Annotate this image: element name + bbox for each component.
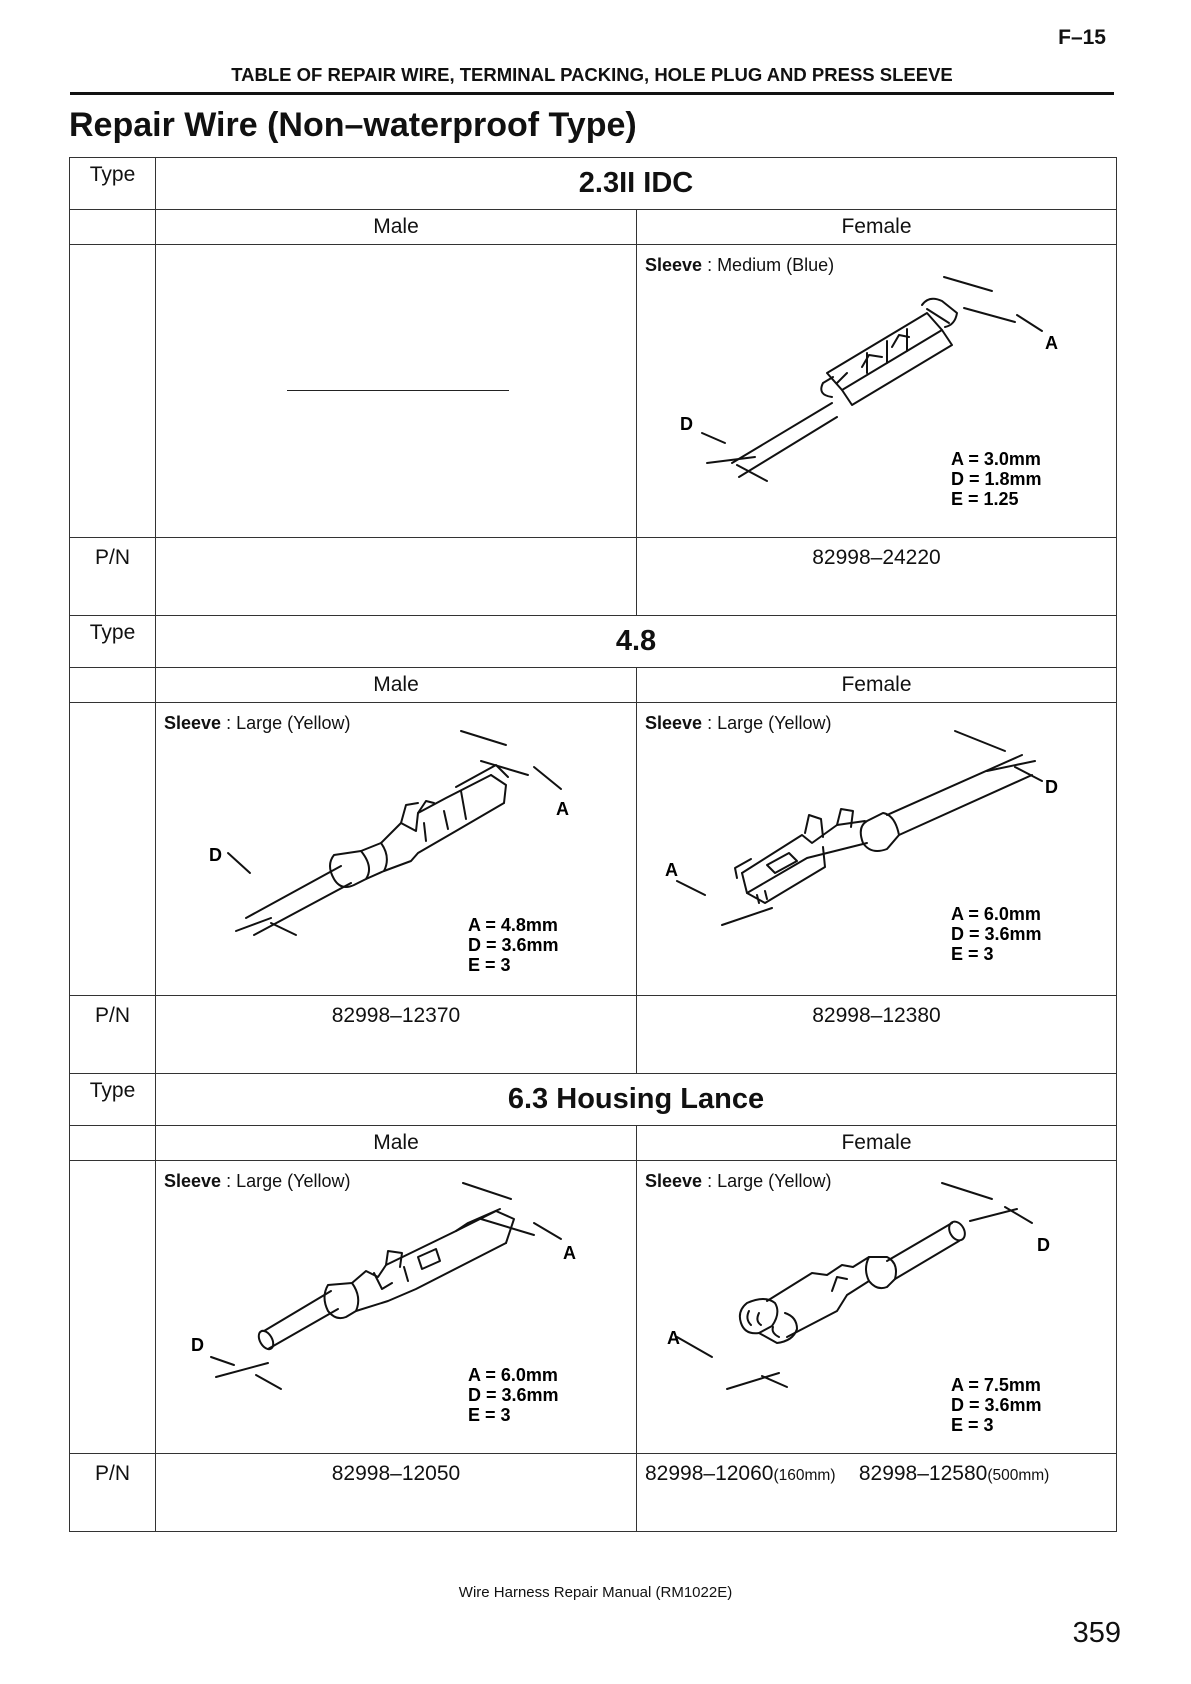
female-6-3-terminal-drawing <box>637 1161 1117 1453</box>
dim-value-e: E = 1.25 <box>951 489 1019 509</box>
repair-wire-table <box>69 157 1117 1532</box>
type-label: Type <box>70 616 156 668</box>
sleeve-label: Sleeve <box>645 1171 703 1191</box>
dim-marker-d: D <box>1045 777 1058 797</box>
dim-marker-a: A <box>556 799 569 819</box>
pn-label: P/N <box>70 996 156 1074</box>
part-number-row <box>70 996 1117 1074</box>
dim-value-a: A = 4.8mm <box>468 915 558 935</box>
pn-label: P/N <box>70 1454 156 1532</box>
female-illustration-cell <box>637 245 1117 538</box>
male-female-row <box>70 1126 1117 1161</box>
dim-value-d: D = 1.8mm <box>951 469 1042 489</box>
male-label: Male <box>156 1126 637 1161</box>
dim-value-e: E = 3 <box>951 944 994 964</box>
dim-value-a: A = 6.0mm <box>468 1365 558 1385</box>
dim-value-a: A = 3.0mm <box>951 449 1041 469</box>
dim-value-e: E = 3 <box>951 1415 994 1435</box>
female-part-number: 82998–24220 <box>637 538 1117 616</box>
dim-marker-a: A <box>1045 333 1058 353</box>
empty-cell <box>70 668 156 703</box>
sleeve-label: Sleeve <box>645 255 703 275</box>
sleeve-label: Sleeve <box>164 713 222 733</box>
type-row <box>70 1074 1117 1126</box>
dim-marker-d: D <box>1037 1235 1050 1255</box>
female-part-numbers <box>637 1454 1117 1532</box>
part-number-row <box>70 1454 1117 1532</box>
type-name: 2.3II IDC <box>156 158 1117 210</box>
illustration-row <box>70 703 1117 996</box>
page-title: Repair Wire (Non–waterproof Type) <box>69 106 637 144</box>
dim-value-e: E = 3 <box>468 955 511 975</box>
dim-marker-d: D <box>680 414 693 434</box>
female-illustration-cell <box>637 703 1117 996</box>
idc-female-terminal-drawing <box>637 245 1117 537</box>
pn-label: P/N <box>70 538 156 616</box>
female-part-number-1-note: (160mm) <box>773 1467 836 1484</box>
sleeve-value: : Large (Yellow) <box>702 713 832 733</box>
dim-value-d: D = 3.6mm <box>951 1395 1042 1415</box>
empty-cell <box>70 210 156 245</box>
dim-value-a: A = 7.5mm <box>951 1375 1041 1395</box>
part-number-row <box>70 538 1117 616</box>
type-label: Type <box>70 158 156 210</box>
dim-value-d: D = 3.6mm <box>468 1385 559 1405</box>
dim-marker-a: A <box>665 860 678 880</box>
female-4-8-terminal-drawing <box>637 703 1117 995</box>
empty-cell <box>70 245 156 538</box>
dim-marker-a: A <box>667 1328 680 1348</box>
male-female-row <box>70 210 1117 245</box>
not-applicable-line <box>287 390 509 391</box>
female-label: Female <box>637 1126 1117 1161</box>
page-header: TABLE OF REPAIR WIRE, TERMINAL PACKING, HOLE PLUG AND PRESS SLEEVE <box>70 64 1114 95</box>
dim-value-a: A = 6.0mm <box>951 904 1041 924</box>
male-part-number: 82998–12370 <box>156 996 637 1074</box>
male-illustration-cell <box>156 703 637 996</box>
empty-cell <box>70 703 156 996</box>
dim-value-d: D = 3.6mm <box>951 924 1042 944</box>
male-part-number: 82998–12050 <box>156 1454 637 1532</box>
dim-marker-a: A <box>563 1243 576 1263</box>
male-label: Male <box>156 210 637 245</box>
female-illustration-cell <box>637 1161 1117 1454</box>
empty-cell <box>70 1126 156 1161</box>
empty-cell <box>70 1161 156 1454</box>
dim-value-e: E = 3 <box>468 1405 511 1425</box>
sleeve-label: Sleeve <box>645 713 703 733</box>
dim-marker-d: D <box>191 1335 204 1355</box>
section-id: F–15 <box>1058 26 1106 49</box>
sleeve-value: : Medium (Blue) <box>702 255 835 275</box>
male-illustration-cell <box>156 245 637 538</box>
type-name: 6.3 Housing Lance <box>156 1074 1117 1126</box>
male-part-number <box>156 538 637 616</box>
male-illustration-cell <box>156 1161 637 1454</box>
footer: Wire Harness Repair Manual (RM1022E) <box>458 1584 733 1601</box>
female-part-number-2: 82998–12580 <box>858 1462 988 1485</box>
type-label: Type <box>70 1074 156 1126</box>
sleeve-value: : Large (Yellow) <box>221 1171 351 1191</box>
sleeve-value: : Large (Yellow) <box>702 1171 832 1191</box>
female-part-number: 82998–12380 <box>637 996 1117 1074</box>
male-4-8-terminal-drawing <box>156 703 637 995</box>
dim-marker-d: D <box>209 845 222 865</box>
female-label: Female <box>637 668 1117 703</box>
illustration-row <box>70 1161 1117 1454</box>
illustration-row <box>70 245 1117 538</box>
female-label: Female <box>637 210 1117 245</box>
sleeve-value: : Large (Yellow) <box>221 713 351 733</box>
type-row <box>70 158 1117 210</box>
male-label: Male <box>156 668 637 703</box>
dim-value-d: D = 3.6mm <box>468 935 559 955</box>
sleeve-label: Sleeve <box>164 1171 222 1191</box>
type-row <box>70 616 1117 668</box>
female-part-number-1: 82998–12060 <box>645 1462 774 1485</box>
male-6-3-terminal-drawing <box>156 1161 637 1453</box>
male-female-row <box>70 668 1117 703</box>
page-number: 359 <box>1072 1617 1121 1649</box>
female-part-number-2-note: (500mm) <box>987 1467 1050 1484</box>
type-name: 4.8 <box>156 616 1117 668</box>
